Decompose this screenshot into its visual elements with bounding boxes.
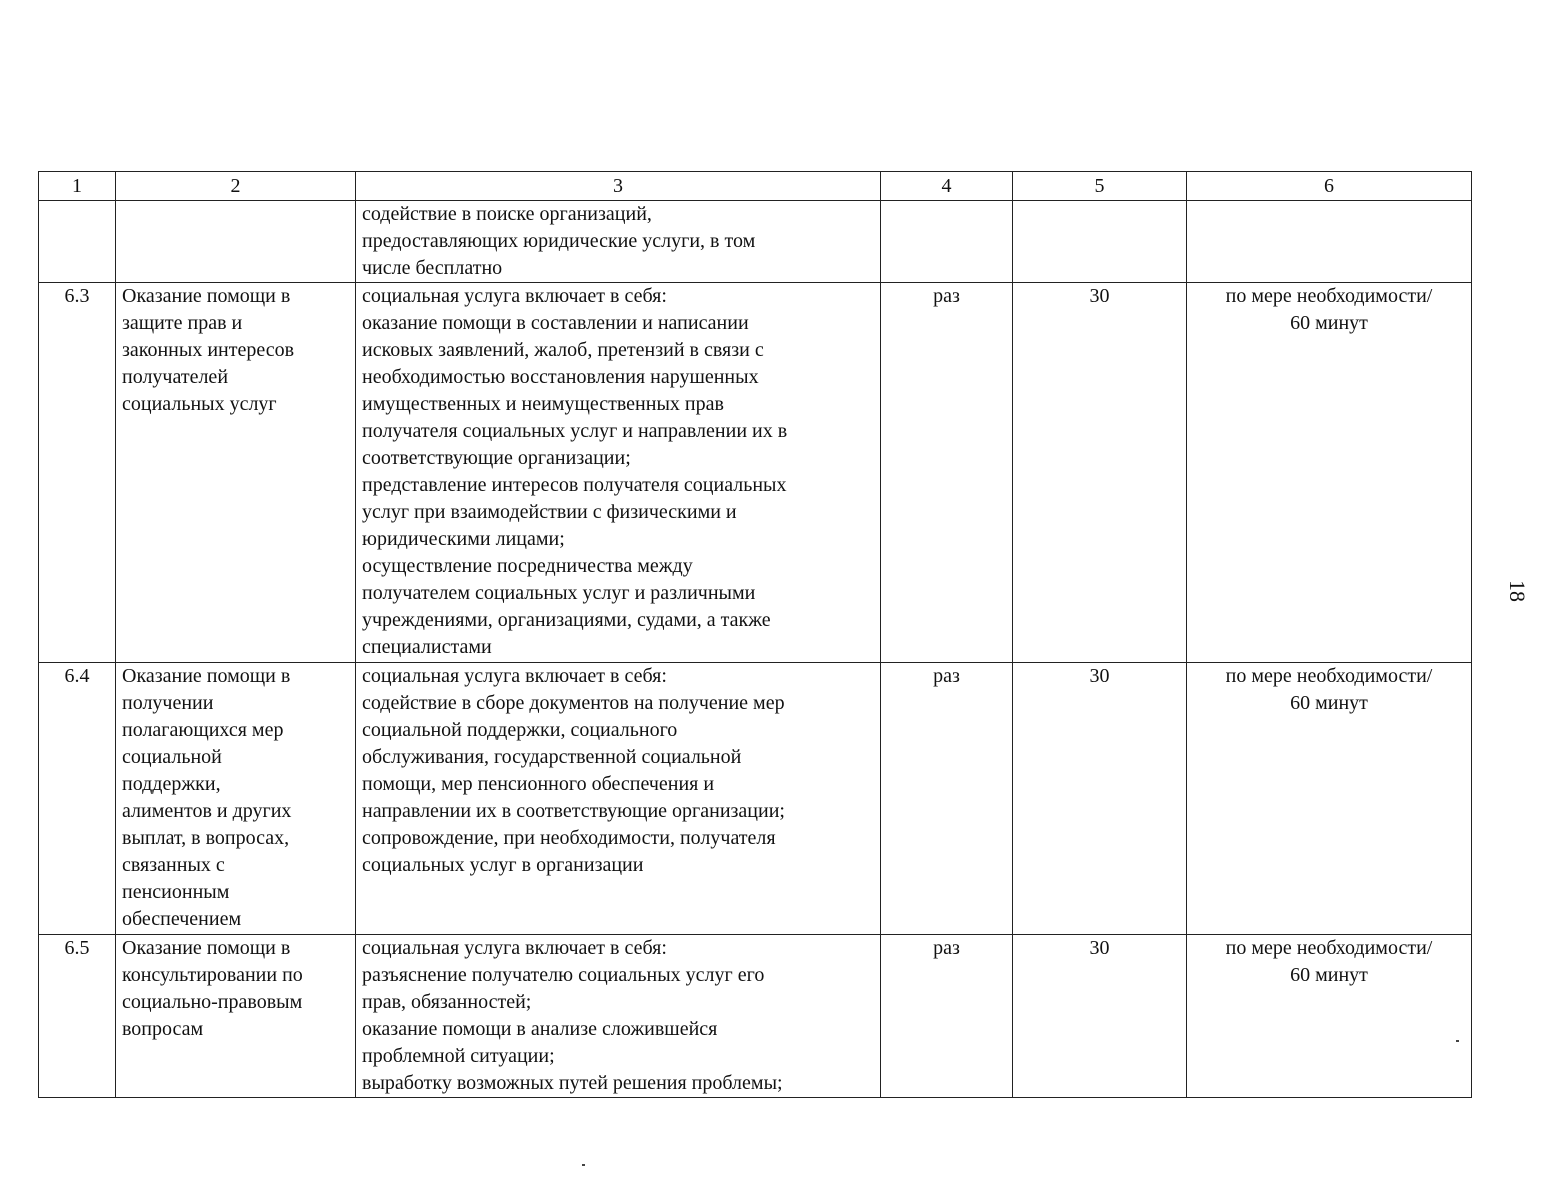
service-norm: 30 <box>1013 935 1187 1098</box>
service-name: Оказание помощи в консультировании по социально-правовым вопросам <box>116 935 356 1098</box>
table-header-row <box>39 172 1472 201</box>
page-number: 18 <box>1505 580 1530 602</box>
service-period: по мере необходимости/ 60 минут <box>1187 283 1472 663</box>
service-name: Оказание помощи в получении полагающихся мер социальной поддержки, алиментов и других выплат, в вопросах, связанных с пенсионным обеспечением <box>116 663 356 935</box>
table-row <box>39 663 1472 935</box>
service-description: социальная услуга включает в себя: оказание помощи в составлении и написании исковых заявлений, жалоб, претензий в связи с необходимостью восстановления нарушенных имущественных и неимущественных прав получателя социальных услуг и направлении их в соответствующие организации; представление интересов получателя социальных услуг при взаимодействии с физическими и юридическими лицами; осуществление посредничества между получателем социальных услуг и различными учреждениями, организациями, судами, а также специалистами <box>356 283 881 663</box>
service-norm <box>1013 201 1187 283</box>
column-header: 5 <box>1013 172 1187 201</box>
service-unit: раз <box>881 283 1013 663</box>
table-row <box>39 283 1472 663</box>
service-description: содействие в поиске организаций, предоставляющих юридические услуги, в том числе бесплатно <box>356 201 881 283</box>
service-unit <box>881 201 1013 283</box>
service-name: Оказание помощи в защите прав и законных интересов получателей социальных услуг <box>116 283 356 663</box>
service-description: социальная услуга включает в себя: разъяснение получателю социальных услуг его прав, обязанностей; оказание помощи в анализе сложившейся проблемной ситуации; выработку возможных путей решения проблемы; <box>356 935 881 1098</box>
table-row <box>39 935 1472 1098</box>
column-header: 1 <box>39 172 116 201</box>
service-period <box>1187 201 1472 283</box>
service-number: 6.4 <box>39 663 116 935</box>
service-norm: 30 <box>1013 663 1187 935</box>
service-period: по мере необходимости/ 60 минут <box>1187 935 1472 1098</box>
scan-speck <box>582 1164 585 1166</box>
service-name <box>116 201 356 283</box>
service-number: 6.3 <box>39 283 116 663</box>
column-header: 2 <box>116 172 356 201</box>
table-row <box>39 201 1472 283</box>
service-number: 6.5 <box>39 935 116 1098</box>
service-number <box>39 201 116 283</box>
service-period: по мере необходимости/ 60 минут <box>1187 663 1472 935</box>
scan-speck <box>1456 1040 1459 1042</box>
column-header: 4 <box>881 172 1013 201</box>
service-unit: раз <box>881 935 1013 1098</box>
service-description: социальная услуга включает в себя: содействие в сборе документов на получение мер социальной поддержки, социального обслуживания, государственной социальной помощи, мер пенсионного обеспечения и направлении их в соответствующие организации; сопровождение, при необходимости, получателя социальных услуг в организации <box>356 663 881 935</box>
service-unit: раз <box>881 663 1013 935</box>
service-norm: 30 <box>1013 283 1187 663</box>
social-services-table <box>38 171 1472 1098</box>
column-header: 6 <box>1187 172 1472 201</box>
column-header: 3 <box>356 172 881 201</box>
